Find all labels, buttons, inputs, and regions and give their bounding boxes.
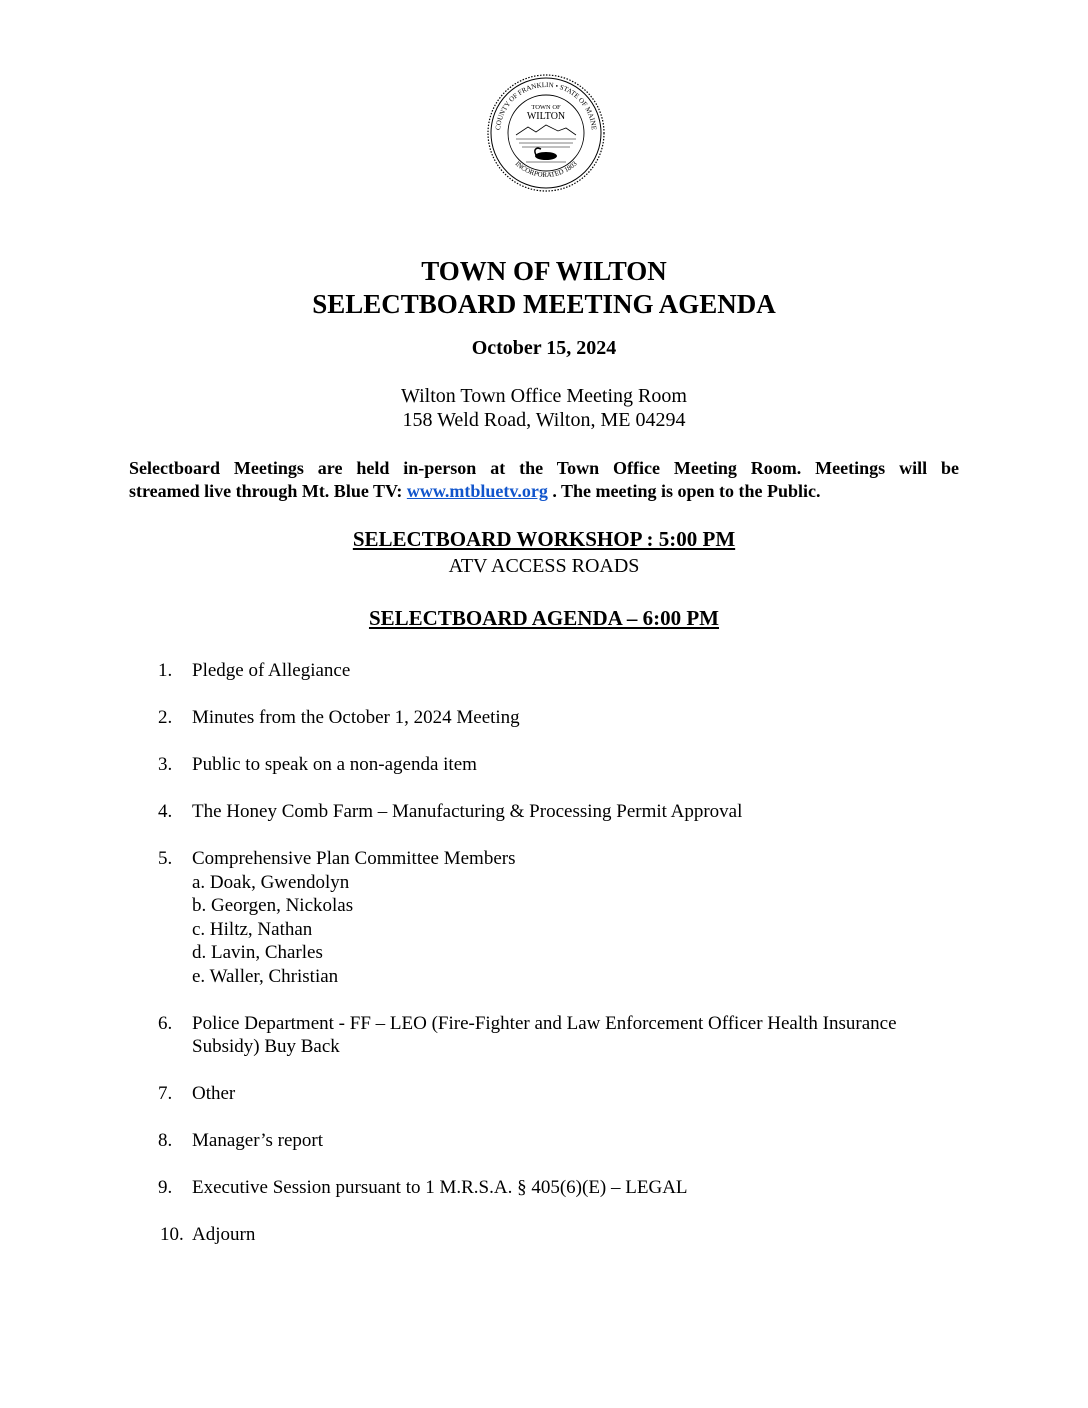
agenda-item-number: 10. xyxy=(160,1224,184,1245)
committee-member: d. Lavin, Charles xyxy=(192,942,323,963)
agenda-item-text: Manager’s report xyxy=(192,1130,324,1151)
agenda-item-number: 8. xyxy=(158,1130,173,1151)
committee-member: b. Georgen, Nickolas xyxy=(192,895,354,916)
agenda-item xyxy=(0,1223,1088,1247)
page-title-town: TOWN OF WILTON xyxy=(421,256,667,286)
agenda-item-number: 9. xyxy=(158,1177,173,1198)
agenda-item xyxy=(0,1129,1088,1153)
agenda-item-text: Police Department - FF – LEO (Fire-Fighter and Law Enforcement Officer Health Insurance Subsidy) Buy Back xyxy=(192,1012,897,1057)
location-line-2: 158 Weld Road, Wilton, ME 04294 xyxy=(402,409,686,431)
workshop-topic: ATV ACCESS ROADS xyxy=(448,555,640,577)
agenda-item xyxy=(0,1176,1088,1200)
location-line-1: Wilton Town Office Meeting Room xyxy=(401,385,687,407)
agenda-item xyxy=(0,1012,1088,1059)
agenda-item xyxy=(0,706,1088,730)
agenda-item-title: Comprehensive Plan Committee Members xyxy=(192,848,516,869)
agenda-item-number: 6. xyxy=(158,1012,173,1034)
notice-line-2 xyxy=(129,480,959,503)
meeting-date: October 15, 2024 xyxy=(471,337,617,359)
agenda-item-text: Minutes from the October 1, 2024 Meeting xyxy=(192,707,520,728)
agenda-item xyxy=(0,800,1088,824)
page-title-agenda: SELECTBOARD MEETING AGENDA xyxy=(312,289,776,319)
agenda-item-number: 2. xyxy=(158,707,173,728)
svg-text:COUNTY OF FRANKLIN • STATE OF: COUNTY OF FRANKLIN • STATE OF MAINE xyxy=(494,80,598,131)
agenda-item xyxy=(0,847,1088,988)
agenda-item-number: 5. xyxy=(158,848,173,869)
agenda-item-number: 1. xyxy=(158,660,173,681)
committee-member: e. Waller, Christian xyxy=(192,965,339,987)
agenda-item-text: Executive Session pursuant to 1 M.R.S.A. § 405(6)(E) – LEGAL xyxy=(192,1177,688,1198)
agenda-list xyxy=(0,659,1088,1270)
committee-member: a. Doak, Gwendolyn xyxy=(192,871,350,893)
notice-text-suffix: . The meeting is open to the Public. xyxy=(547,481,821,501)
agenda-item-text: Other xyxy=(192,1083,236,1104)
workshop-heading: SELECTBOARD WORKSHOP : 5:00 PM xyxy=(352,527,736,551)
agenda-item-number: 3. xyxy=(158,754,173,775)
agenda-item-text: Public to speak on a non-agenda item xyxy=(192,754,477,775)
svg-text:INCORPORATED 1803: INCORPORATED 1803 xyxy=(513,159,579,180)
mtbluetv-link[interactable]: www.mtbluetv.org xyxy=(406,481,548,501)
agenda-item-text: Adjourn xyxy=(192,1224,256,1245)
agenda-heading: SELECTBOARD AGENDA – 6:00 PM xyxy=(368,606,720,630)
agenda-item-number: 7. xyxy=(158,1083,173,1104)
committee-member: c. Hiltz, Nathan xyxy=(192,918,313,940)
agenda-item xyxy=(0,753,1088,777)
agenda-item xyxy=(0,659,1088,683)
svg-text:WILTON: WILTON xyxy=(526,111,566,122)
agenda-item-text: Pledge of Allegiance xyxy=(192,660,351,681)
agenda-item xyxy=(0,1082,1088,1106)
agenda-item-number: 4. xyxy=(158,801,173,822)
town-seal-logo xyxy=(486,73,606,193)
notice-text-prefix: streamed live through Mt. Blue TV: xyxy=(129,481,407,501)
meeting-notice xyxy=(129,457,959,503)
agenda-item-text: The Honey Comb Farm – Manufacturing & Processing Permit Approval xyxy=(192,801,743,822)
svg-text:TOWN OF: TOWN OF xyxy=(531,104,561,111)
notice-line-1: Selectboard Meetings are held in-person at the Town Office Meeting Room. Meetings will be xyxy=(129,458,959,478)
agenda-item-text xyxy=(192,847,962,988)
